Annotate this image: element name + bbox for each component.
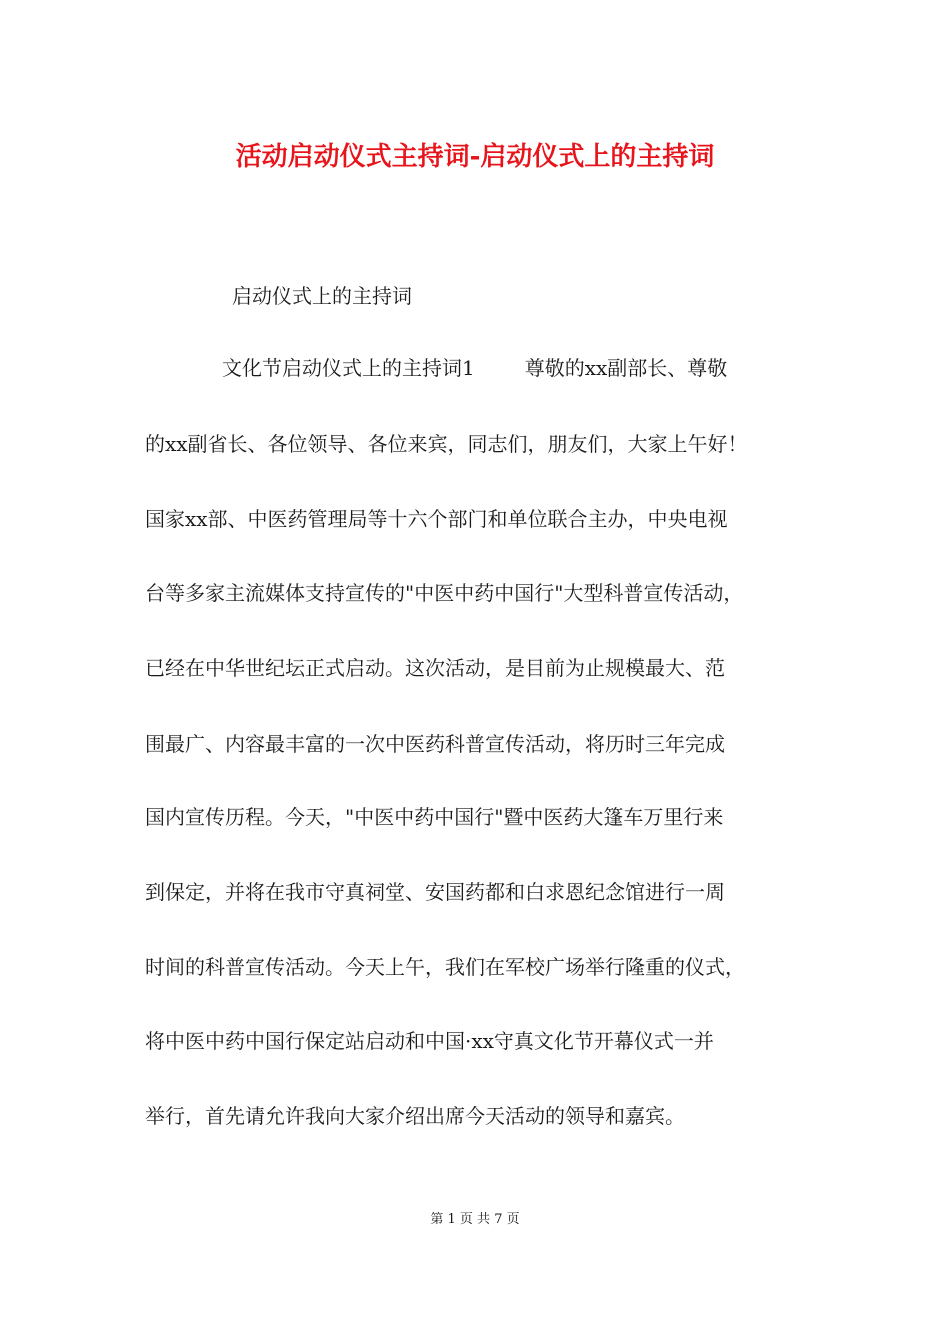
- paragraph-line: 台等多家主流媒体支持宣传的"中医中药中国行"大型科普宣传活动，: [145, 581, 744, 605]
- paragraph-heading: 文化节启动仪式上的主持词1: [222, 356, 475, 380]
- paragraph-line: 国家xx部、中医药管理局等十六个部门和单位联合主办，中央电视: [145, 507, 728, 531]
- paragraph-line: 的xx副省长、各位领导、各位来宾，同志们，朋友们，大家上午好！: [145, 432, 748, 456]
- document-subtitle: 启动仪式上的主持词: [232, 284, 412, 308]
- paragraph-line: 国内宣传历程。今天，"中医中药中国行"暨中医药大篷车万里行来: [145, 805, 724, 829]
- paragraph-line: 举行，首先请允许我向大家介绍出席今天活动的领导和嘉宾。: [145, 1104, 685, 1128]
- page-number: 第 1 页 共 7 页: [430, 1212, 520, 1227]
- paragraph-text: 尊敬的xx副部长、尊敬: [524, 356, 728, 380]
- paragraph-line: 已经在中华世纪坛正式启动。这次活动，是目前为止规模最大、范: [145, 656, 725, 680]
- paragraph-line: 时间的科普宣传活动。今天上午，我们在军校广场举行隆重的仪式，: [145, 955, 745, 979]
- paragraph-line: 围最广、内容最丰富的一次中医药科普宣传活动，将历时三年完成: [145, 732, 725, 756]
- paragraph-line: [222, 354, 727, 382]
- paragraph-line: 到保定，并将在我市守真祠堂、安国药都和白求恩纪念馆进行一周: [145, 880, 725, 904]
- document-title: 活动启动仪式主持词-启动仪式上的主持词: [235, 142, 715, 172]
- paragraph-line: 将中医中药中国行保定站启动和中国·xx守真文化节开幕仪式一并: [145, 1029, 714, 1053]
